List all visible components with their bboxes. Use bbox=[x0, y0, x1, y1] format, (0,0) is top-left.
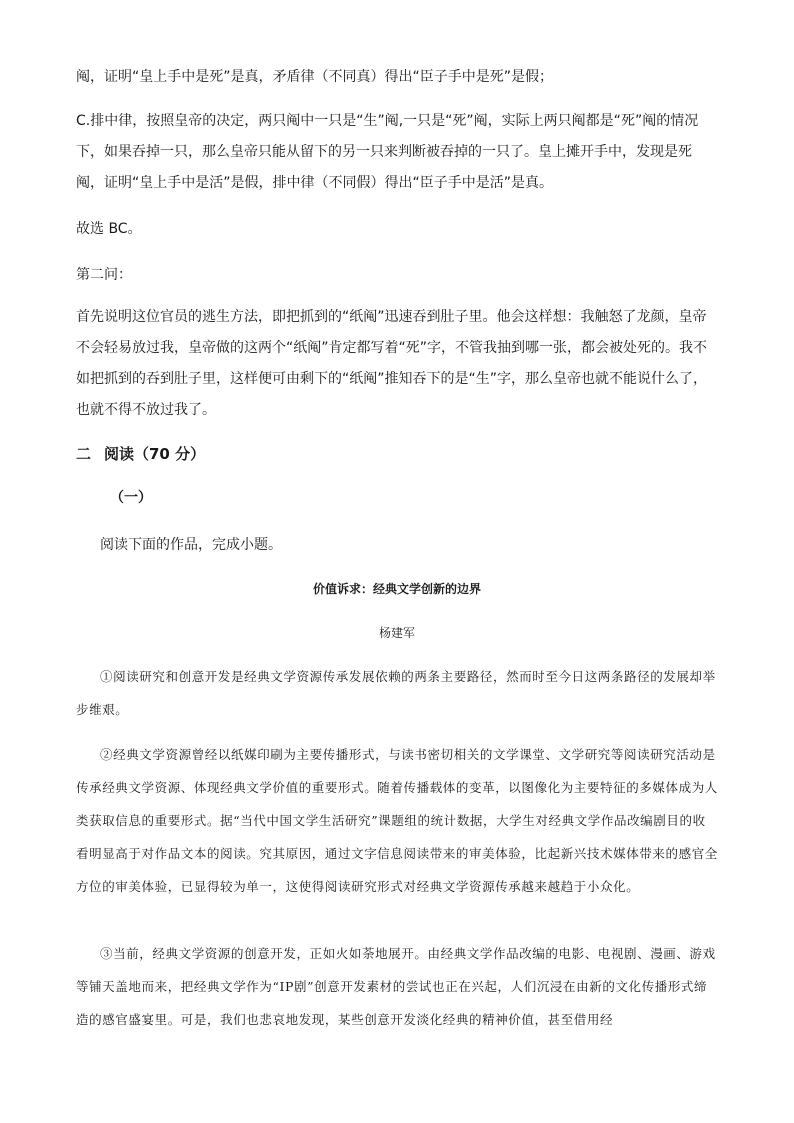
section-title: 阅读（70 分） bbox=[104, 445, 206, 463]
subsection-number: （一） bbox=[110, 490, 152, 506]
article-title: 价值诉求：经典文学创新的边界 bbox=[312, 582, 481, 596]
article-author: 杨建军 bbox=[378, 626, 415, 640]
section-heading bbox=[76, 440, 205, 468]
section-number: 二 bbox=[76, 445, 92, 463]
answer-conclusion: 故选 BC。 bbox=[76, 221, 142, 237]
second-question-label: 第二问： bbox=[76, 267, 132, 283]
answer-option-c: C.排中律，按照皇帝的决定，两只阄中一只是“生”阄,一只是“死”阄，实际上两只阄都是“死”阄的情况下，如果吞掉一只，那么皇帝只能从留下的另一只来判断被吞掉的一只了。皇上摊开手中，发现是死阄，证明“皇上手中是活”是假，排中律（不同假）得出“臣子手中是活”是真。 bbox=[76, 113, 699, 191]
article-paragraph-1: ①阅读研究和创意开发是经典文学资源传承发展依赖的两条主要路径，然而时至今日这两条路径的发展却举步维艰。 bbox=[76, 669, 716, 717]
article-paragraph-2: ②经典文学资源曾经以纸媒印刷为主要传播形式，与读书密切相关的文学课堂、文学研究等阅读研究活动是传承经典文学资源、体现经典文学价值的重要形式。随着传播载体的变革，以图像化为主要特征的多媒体成为人类获取信息的重要形式。据“当代中国文学生活研究”课题组的统计数据，大学生对经典文学作品改编剧目的收看明显高于对作品文本的阅读。究其原因，通过文字信息阅读带来的审美体验，比起新兴技术媒体带来的感官全方位的审美体验，已显得较为单一，这使得阅读研究形式对经典文学资源传承越来越趋于小众化。 bbox=[76, 747, 718, 894]
second-question-answer: 首先说明这位官员的逃生方法，即把抓到的“纸阄”迅速吞到肚子里。他会这样想：我触怒了龙颜，皇帝不会轻易放过我，皇帝做的这两个“纸阄”肯定都写着“死”字，不管我抽到哪一张，都会被处死的。我不如把抓到的吞到肚子里，这样便可由剩下的“纸阄”推知吞下的是“生”字，那么皇帝也就不能说什么了，也就不得不放过我了。 bbox=[76, 309, 708, 418]
article-paragraph-3: ③当前，经典文学资源的创意开发，正如火如荼地展开。由经典文学作品改编的电影、电视剧、漫画、游戏等铺天盖地而来，把经典文学作为“IP剧”创意开发素材的尝试也正在兴起，人们沉浸在由新的文化传播形式缔造的感官盛宴里。可是，我们也悲哀地发现，某些创意开发淡化经典的精神价值，甚至借用经 bbox=[76, 946, 716, 1027]
reading-instruction: 阅读下面的作品，完成小题。 bbox=[100, 537, 282, 553]
answer-line-continued: 阄，证明“皇上手中是死”是真，矛盾律（不同真）得出“臣子手中是死”是假； bbox=[76, 69, 554, 85]
